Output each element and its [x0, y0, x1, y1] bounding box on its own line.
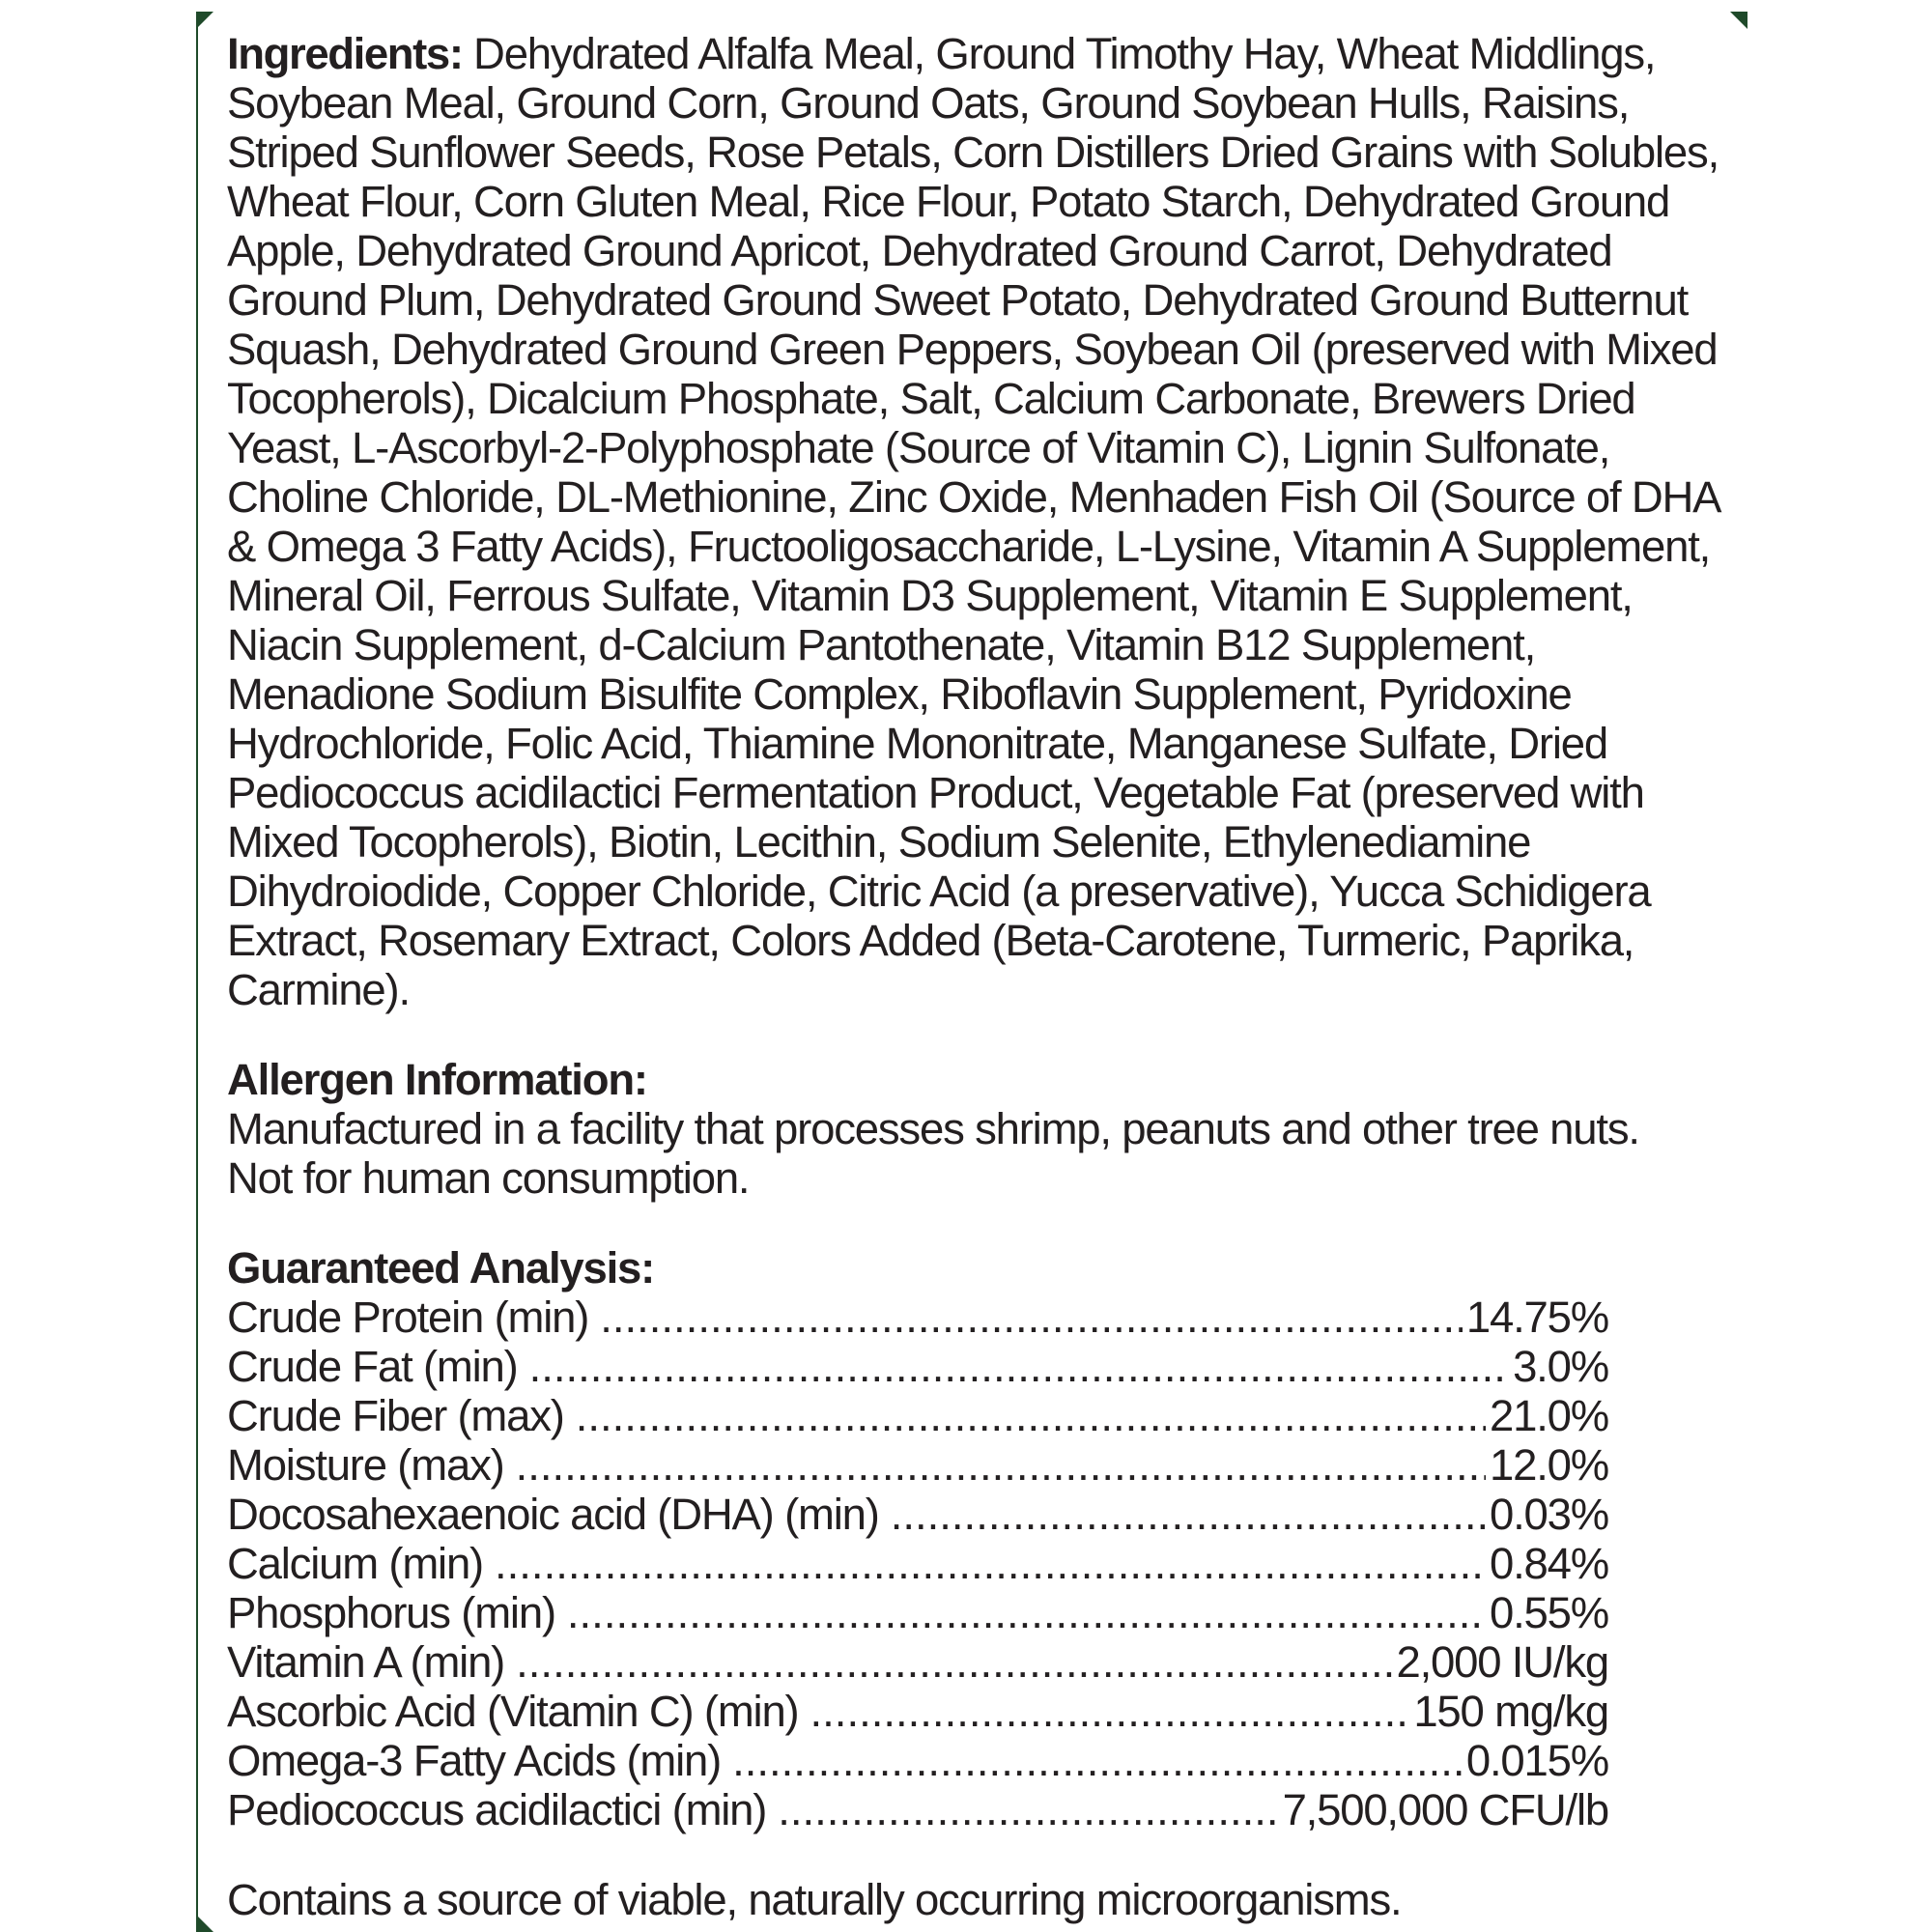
analysis-row [227, 1785, 1608, 1834]
analysis-label: Omega-3 Fatty Acids (min) [227, 1736, 722, 1785]
analysis-row [227, 1342, 1608, 1391]
dot-leader [891, 1490, 1486, 1539]
analysis-section [227, 1243, 1734, 1834]
analysis-value: 0.84% [1489, 1539, 1608, 1588]
dot-leader [732, 1736, 1463, 1785]
analysis-row [227, 1293, 1608, 1342]
analysis-row [227, 1440, 1608, 1490]
panel-left-border [196, 12, 198, 1932]
analysis-label: Crude Fat (min) [227, 1342, 518, 1391]
label-content [227, 29, 1734, 1924]
analysis-row [227, 1490, 1608, 1539]
analysis-value: 12.0% [1489, 1440, 1608, 1490]
dot-leader [810, 1687, 1410, 1736]
dot-leader [567, 1588, 1486, 1637]
analysis-value: 14.75% [1465, 1293, 1608, 1342]
footer-note: Contains a source of viable, naturally occurring microorganisms. [227, 1875, 1402, 1924]
dot-leader [778, 1785, 1278, 1834]
analysis-label: Ascorbic Acid (Vitamin C) (min) [227, 1687, 799, 1736]
dot-leader [600, 1293, 1463, 1342]
analysis-label: Moisture (max) [227, 1440, 504, 1490]
analysis-row [227, 1687, 1608, 1736]
analysis-value: 7,500,000 CFU/lb [1282, 1785, 1608, 1834]
section-spacer [227, 1014, 1734, 1055]
analysis-row [227, 1539, 1608, 1588]
dot-leader [529, 1342, 1510, 1391]
ingredients-section [227, 29, 1734, 1014]
analysis-label: Crude Protein (min) [227, 1293, 589, 1342]
section-spacer [227, 1203, 1734, 1243]
analysis-value: 0.55% [1489, 1588, 1608, 1637]
analysis-value: 0.015% [1465, 1736, 1608, 1785]
analysis-label: Crude Fiber (max) [227, 1391, 564, 1440]
analysis-row [227, 1391, 1608, 1440]
analysis-value: 2,000 IU/kg [1396, 1637, 1608, 1687]
analysis-value: 3.0% [1513, 1342, 1608, 1391]
allergen-heading: Allergen Information: [227, 1055, 647, 1104]
ingredients-text: Dehydrated Alfalfa Meal, Ground Timothy Hay, Wheat Middlings, Soybean Meal, Ground Corn, Ground Oats, Ground Soybean Hulls, Raisins, Striped Sunflower Seeds, Rose Petals, Corn Distillers Dried Grains with Solubles, Wheat Flour, Corn Gluten Meal, Rice Flour, Potato Starch, Dehydrated Ground Apple, Dehydrated Ground Apricot, Dehydrated Ground Carrot, Dehydrated Ground Plum, Dehydrated Ground Sweet Potato, Dehydrated Ground Butternut Squash, Dehydrated Ground Green Peppers, Soybean Oil (preserved with Mixed Tocopherols), Dicalcium Phosphate, Salt, Calcium Carbonate, Brewers Dried Yeast, L-Ascorbyl-2-Polyphosphate (Source of Vitamin C), Lignin Sulfonate, Choline Chloride, DL-Methionine, Zinc Oxide, Menhaden Fish Oil (Source of DHA & Omega 3 Fatty Acids), Fructooligosaccharide, L-Lysine, Vitamin A Supplement, Mineral Oil, Ferrous Sulfate, Vitamin D3 Supplement, Vitamin E Supplement, Niacin Supplement, d-Calcium Pantothenate, Vitamin B12 Supplement, Menadione Sodium Bisulfite Complex, Riboflavin Supplement, Pyridoxine Hydrochloride, Folic Acid, Thiamine Mononitrate, Manganese Sulfate, Dried Pediococcus acidilactici Fermentation Product, Vegetable Fat (preserved with Mixed Tocopherols), Biotin, Lecithin, Sodium Selenite, Ethylenediamine Dihydroiodide, Copper Chloride, Citric Acid (a preservative), Yucca Schidigera Extract, Rosemary Extract, Colors Added (Beta-Carotene, Turmeric, Paprika, Carmine). [227, 29, 1719, 1014]
analysis-label: Phosphorus (min) [227, 1588, 555, 1637]
dot-leader [576, 1391, 1486, 1440]
dot-leader [516, 1440, 1486, 1490]
analysis-value: 150 mg/kg [1413, 1687, 1608, 1736]
dot-leader [516, 1637, 1392, 1687]
analysis-row [227, 1588, 1608, 1637]
allergen-line-human: Not for human consumption. [227, 1153, 750, 1203]
analysis-row [227, 1736, 1608, 1785]
dot-leader [495, 1539, 1486, 1588]
section-spacer [227, 1834, 1734, 1875]
analysis-heading: Guaranteed Analysis: [227, 1243, 655, 1293]
analysis-table [227, 1293, 1608, 1834]
analysis-label: Docosahexaenoic acid (DHA) (min) [227, 1490, 879, 1539]
analysis-value: 0.03% [1489, 1490, 1608, 1539]
allergen-section [227, 1055, 1734, 1203]
allergen-line-facility: Manufactured in a facility that processes shrimp, peanuts and other tree nuts. [227, 1104, 1639, 1153]
analysis-value: 21.0% [1489, 1391, 1608, 1440]
analysis-label: Calcium (min) [227, 1539, 483, 1588]
ingredients-heading: Ingredients: [227, 29, 463, 78]
analysis-label: Pediococcus acidilactici (min) [227, 1785, 767, 1834]
analysis-label: Vitamin A (min) [227, 1637, 505, 1687]
analysis-row [227, 1637, 1608, 1687]
